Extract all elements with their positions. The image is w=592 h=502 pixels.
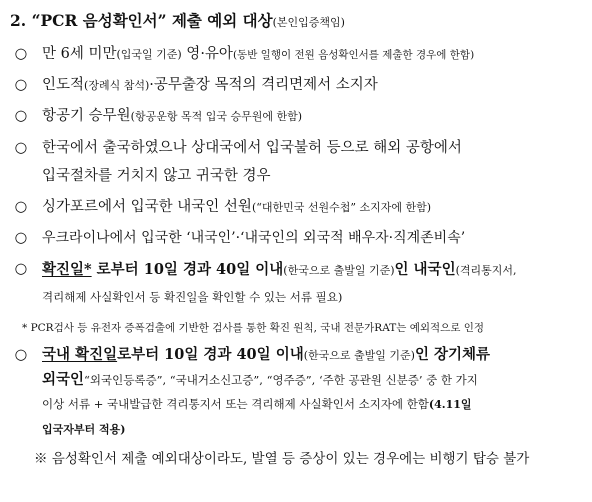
item-text: (“대한민국 선원수첩” 소지자에 한함) bbox=[251, 201, 432, 214]
footnote-text: * PCR검사 등 유전자 증폭검출에 기반한 검사를 통한 확진 원칙, 국내 전문가RAT는 예외적으로 인정 bbox=[22, 322, 485, 334]
item-text: (한국으로 출발일 기준) bbox=[283, 264, 395, 277]
item-text: 영·유아 bbox=[181, 46, 233, 62]
item-text: 이상 서류 + 국내발급한 격리통지서 또는 격리해제 사실확인서 소지자에 한함 bbox=[42, 397, 429, 411]
item-text: ·공무출장 목적의 격리면제서 소지자 bbox=[149, 77, 378, 93]
item-line bbox=[42, 70, 584, 101]
item-text: (격리통지서, bbox=[455, 264, 517, 277]
item-line bbox=[42, 392, 584, 417]
item-text: “외국인등록증”, “국내거소신고증”, “영주증”, ‘주한 공관원 신분증’ 중 한 가지 bbox=[84, 373, 478, 387]
item-line: 우크라이나에서 입국한 ‘내국인’·‘내국인의 외국적 배우자·직계존비속’ bbox=[42, 230, 466, 246]
item-text: 인 내국인 bbox=[394, 261, 456, 278]
item-text: 외국인 bbox=[42, 371, 85, 388]
item-line bbox=[42, 368, 584, 392]
warning-note bbox=[8, 446, 584, 472]
item-text: 확진일* bbox=[42, 261, 92, 278]
item-text: 싱가포르에서 입국한 내국인 선원 bbox=[42, 199, 252, 215]
warning-note-text: ※ 음성확인서 제출 예외대상이라도, 발열 등 증상이 있는 경우에는 비행기 탑승 불가 bbox=[34, 451, 530, 467]
list-item bbox=[8, 134, 584, 190]
circle-bullet-icon: ○ bbox=[14, 46, 28, 62]
circle-bullet-icon: ○ bbox=[14, 108, 28, 124]
circle-bullet-icon: ○ bbox=[14, 261, 28, 277]
item-text: (한국으로 출발일 기준) bbox=[303, 349, 415, 362]
item-text: (항공운항 목적 입국 승무원에 한함) bbox=[130, 110, 302, 123]
list-item bbox=[8, 70, 584, 101]
list-item bbox=[8, 223, 584, 254]
item-line bbox=[42, 343, 584, 368]
list-item bbox=[8, 40, 584, 70]
item-text: (입국일 기준) bbox=[116, 48, 182, 61]
circle-bullet-icon: ○ bbox=[14, 140, 28, 156]
item-text: 인도적 bbox=[42, 77, 85, 93]
item-line bbox=[42, 101, 584, 132]
footnote bbox=[8, 313, 584, 343]
item-text: 로부터 10일 경과 40일 이내 bbox=[117, 346, 304, 363]
list-item bbox=[8, 256, 584, 311]
item-text: 로부터 10일 경과 40일 이내 bbox=[91, 261, 284, 278]
item-text: (동반 일행이 전원 음성확인서를 제출한 경우에 한함) bbox=[232, 49, 475, 61]
item-text: 입국자부터 적용) bbox=[42, 423, 126, 436]
item-line bbox=[42, 192, 584, 223]
item-line bbox=[42, 417, 584, 442]
circle-bullet-icon: ○ bbox=[14, 230, 28, 246]
item-line bbox=[42, 40, 584, 70]
item-text: 인 장기체류 bbox=[414, 346, 491, 363]
item-line bbox=[42, 256, 584, 284]
item-text: (4.11일 bbox=[428, 398, 472, 411]
item-line: 입국절차를 거치지 않고 귀국한 경우 bbox=[42, 168, 271, 184]
list-item bbox=[8, 192, 584, 223]
item-text: (장례식 참석) bbox=[84, 79, 150, 92]
section-title-note: (본인입증책임) bbox=[272, 16, 345, 29]
list-item bbox=[8, 343, 584, 442]
item-line: 한국에서 출국하였으나 상대국에서 입국불허 등으로 해외 공항에서 bbox=[42, 140, 462, 156]
item-text: 국내 확진일 bbox=[42, 346, 118, 363]
item-text: 만 6세 미만 bbox=[42, 46, 117, 62]
section-title-text: 2. “PCR 음성확인서” 제출 예외 대상 bbox=[10, 11, 273, 30]
circle-bullet-icon: ○ bbox=[14, 199, 28, 215]
section-title bbox=[10, 10, 584, 34]
item-text: 항공기 승무원 bbox=[42, 108, 131, 124]
circle-bullet-icon: ○ bbox=[14, 77, 28, 93]
item-line: 격리해제 사실확인서 등 확진일을 확인할 수 있는 서류 필요) bbox=[42, 290, 343, 304]
circle-bullet-icon: ○ bbox=[14, 347, 28, 363]
list-item bbox=[8, 101, 584, 132]
